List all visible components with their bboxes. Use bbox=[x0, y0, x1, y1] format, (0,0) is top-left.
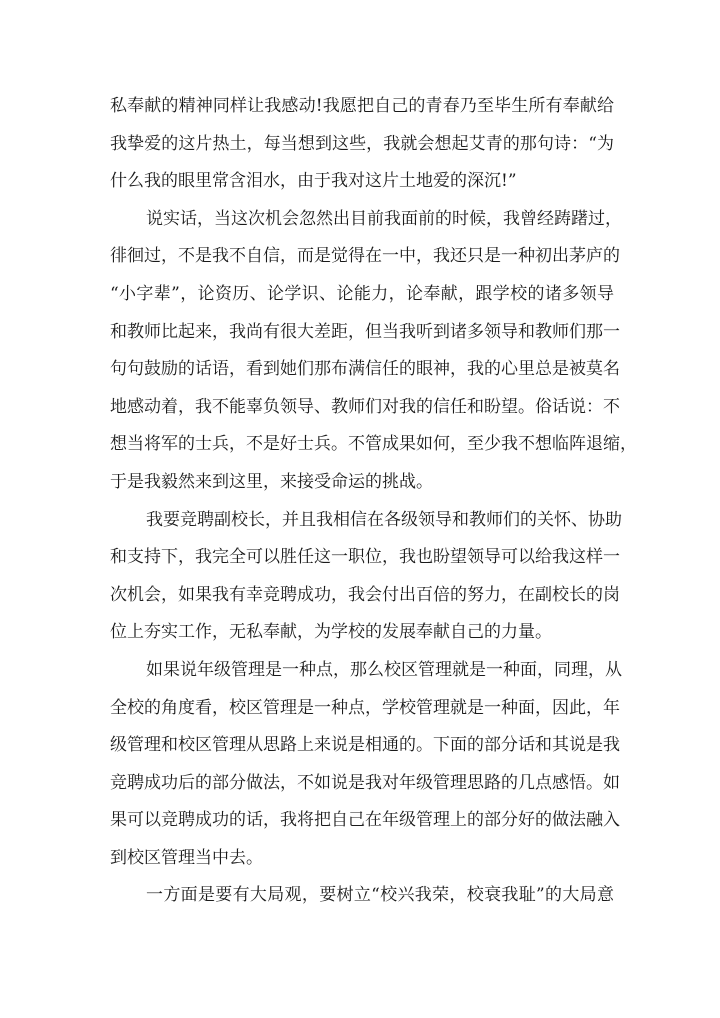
text-line-22: 一方面是要有大局观，要树立“校兴我荣，校衰我耻”的大局意 bbox=[146, 885, 614, 906]
text-line-21: 到校区管理当中去。 bbox=[110, 847, 263, 868]
text-line-19: 竞聘成功后的部分做法，不如说是我对年级管理思路的几点感悟。如 bbox=[110, 772, 620, 793]
text-line-9: 地感动着，我不能辜负领导、教师们对我的信任和盼望。俗话说：不 bbox=[110, 396, 620, 417]
text-line-13: 和支持下，我完全可以胜任这一职位，我也盼望领导可以给我这样一 bbox=[110, 547, 620, 568]
text-line-10: 想当将军的士兵，不是好士兵。不管成果如何，至少我不想临阵退缩， bbox=[110, 434, 637, 455]
text-line-8: 句句鼓励的话语，看到她们那布满信任的眼神，我的心里总是被莫名 bbox=[110, 359, 620, 380]
text-line-15: 位上夯实工作，无私奉献，为学校的发展奉献自己的力量。 bbox=[110, 622, 552, 643]
text-line-12: 我要竞聘副校长，并且我相信在各级领导和教师们的关怀、协助 bbox=[146, 509, 622, 530]
text-line-11: 于是我毅然来到这里，来接受命运的挑战。 bbox=[110, 471, 433, 492]
text-line-17: 全校的角度看，校区管理是一种点，学校管理就是一种面，因此，年 bbox=[110, 697, 620, 718]
text-line-14: 次机会，如果我有幸竞聘成功，我会付出百倍的努力，在副校长的岗 bbox=[110, 584, 620, 605]
document-page bbox=[110, 88, 637, 915]
text-line-2: 我挚爱的这片热土，每当想到这些，我就会想起艾青的那句诗：“为 bbox=[110, 133, 614, 154]
text-line-16: 如果说年级管理是一种点，那么校区管理就是一种面，同理，从 bbox=[146, 659, 622, 680]
text-line-20: 果可以竞聘成功的话，我将把自己在年级管理上的部分好的做法融入 bbox=[110, 810, 620, 831]
text-line-4: 说实话，当这次机会忽然出目前我面前的时候，我曾经踌躇过， bbox=[146, 208, 622, 229]
text-line-3: 什么我的眼里常含泪水，由于我对这片土地爱的深沉!” bbox=[110, 171, 517, 192]
text-line-18: 级管理和校区管理从思路上来说是相通的。下面的部分话和其说是我 bbox=[110, 735, 620, 756]
text-line-5: 徘徊过，不是我不自信，而是觉得在一中，我还只是一种初出茅庐的 bbox=[110, 246, 620, 267]
text-line-1: 私奉献的精神同样让我感动!我愿把自己的青春乃至毕生所有奉献给 bbox=[110, 96, 614, 116]
text-line-7: 和教师比起来，我尚有很大差距，但当我听到诸多领导和教师们那一 bbox=[110, 321, 620, 342]
text-line-6: “小字辈”，论资历、论学识、论能力，论奉献，跟学校的诸多领导 bbox=[110, 283, 614, 304]
